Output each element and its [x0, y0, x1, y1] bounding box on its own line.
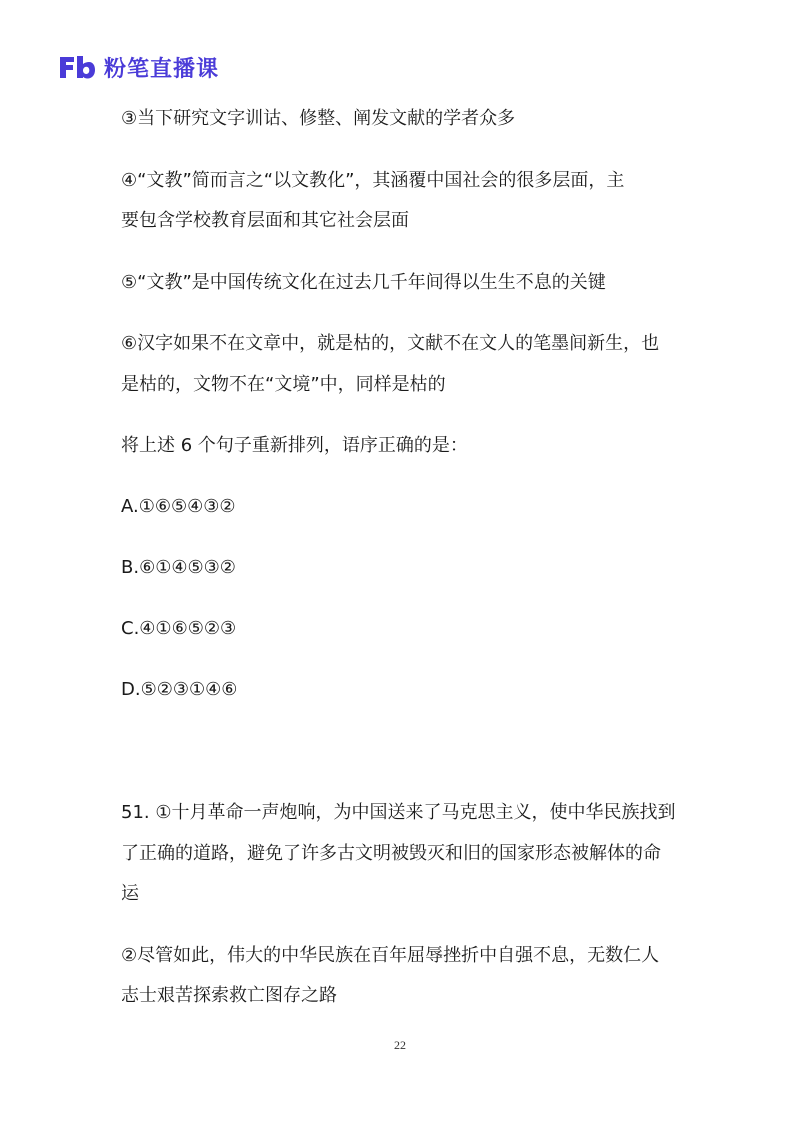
text-line: ③当下研究文字训诂、修整、阐发文献的学者众多 [121, 108, 516, 129]
question-51-line: 51. ①十月革命一声炮响，为中国送来了马克思主义，使中华民族找到 [121, 802, 676, 823]
question-prompt: 将上述 6 个句子重新排列，语序正确的是： [121, 435, 468, 456]
text-line: 了正确的道路，避免了许多古文明被毁灭和旧的国家形态被解体的命 [121, 843, 661, 864]
text-line: ⑤“文教”是中国传统文化在过去几千年间得以生生不息的关键 [121, 272, 606, 293]
page-number: 22 [394, 1038, 406, 1052]
option-c: C.④①⑥⑤②③ [121, 618, 237, 639]
text-line: 要包含学校教育层面和其它社会层面 [121, 210, 409, 231]
option-d: D.⑤②③①④⑥ [121, 679, 238, 700]
header [58, 52, 219, 82]
text-line: ②尽管如此，伟大的中华民族在百年屈辱挫折中自强不息，无数仁人 [121, 945, 660, 966]
option-b: B.⑥①④⑤③② [121, 557, 236, 578]
fb-logo-icon [58, 54, 96, 80]
brand-name: 粉笔直播课 [104, 56, 220, 82]
text-line: ⑥汉字如果不在文章中，就是枯的，文献不在文人的笔墨间新生，也 [121, 333, 660, 354]
text-line: ④“文教”简而言之“以文教化”，其涵覆中国社会的很多层面，主 [121, 170, 625, 191]
option-a: A.①⑥⑤④③② [121, 496, 236, 517]
text-line: 是枯的，文物不在“文境”中，同样是枯的 [121, 374, 446, 395]
text-line: 运 [121, 883, 139, 904]
text-line: 志士艰苦探索救亡图存之路 [121, 985, 337, 1006]
